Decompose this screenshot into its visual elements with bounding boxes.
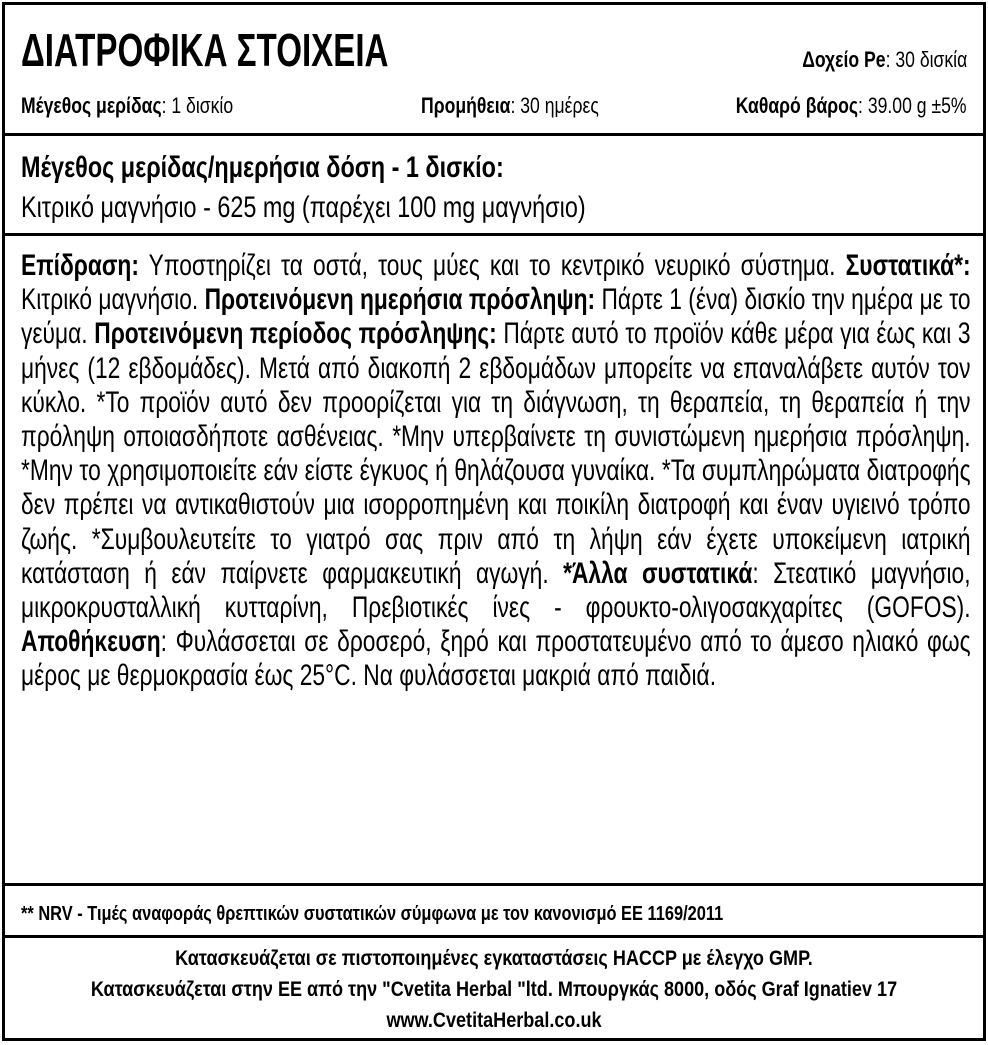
period-label: Προτεινόμενη περίοδος πρόσληψης: bbox=[94, 317, 497, 351]
effect-label: Επίδραση: bbox=[21, 249, 139, 282]
supply-value: : 30 ημέρες bbox=[510, 93, 599, 118]
period-text: Πάρτε αυτό το προϊόν κάθε μέρα για έως και 3 μήνες (12 εβδομάδες). Μετά από διακοπή 2 εβδομάδων μπορείτε να επαναλάβετε αυτόν τον κύκλο. *Το προϊόν αυτό δεν προορίζεται για τη διάγνωση, τη θεραπεία, τη θεραπεία ή την πρόληψη οποιασδήποτε ασθένειας. *Μην υπερβαίνετε τη συνιστώμενη ημερήσια πρόσληψη. *Μην το χρησιμοποιείτε εάν είστε έγκυος ή θηλάζουσα γυναίκα. *Τα συμπληρώματα διατροφής δεν πρέπει να αντικαθιστούν μια ισορροπημένη και ποικίλη διατροφή και έναν υγιεινό τρόπο ζωής. *Συμβουλευτείτε το γιατρό σας πριν από τη λήψη εάν έχετε υποκείμενη ιατρική κατάσταση ή εάν παίρνετε φαρμακευτική αγωγή. bbox=[21, 317, 971, 590]
serving-size-value: : 1 δισκίο bbox=[161, 93, 234, 118]
net-weight-info bbox=[736, 93, 967, 119]
serving-size-info bbox=[21, 93, 233, 119]
page-title: ΔΙΑΤΡΟΦΙΚΑ ΣΤΟΙΧΕΙΑ bbox=[21, 24, 389, 76]
supply-label: Προμήθεια bbox=[421, 93, 511, 118]
divider-lower bbox=[5, 883, 983, 886]
divider-top bbox=[5, 133, 983, 136]
footer-website: www.CvetitaHerbal.co.uk bbox=[386, 1008, 602, 1032]
package-value: : 30 δισκία bbox=[885, 47, 967, 72]
footer bbox=[5, 943, 983, 1036]
supply-info bbox=[421, 93, 599, 119]
ingredients-text: Κιτρικό μαγνήσιο. bbox=[21, 283, 205, 317]
dose-label: Προτεινόμενη ημερήσια πρόσληψη: bbox=[204, 283, 596, 317]
serving-section bbox=[21, 151, 745, 225]
effect-text: Υποστηρίζει τα οστά, τους μύες και το κεντρικό νευρικό σύστημα. bbox=[138, 249, 846, 282]
other-ingredients-label: *Άλλα συστατικά bbox=[563, 556, 753, 590]
package-info bbox=[802, 47, 967, 73]
serving-heading: Μέγεθος μερίδας/ημερήσια δόση - 1 δισκίο: bbox=[21, 151, 504, 184]
title-row bbox=[21, 23, 967, 83]
divider-middle bbox=[5, 233, 983, 236]
divider-footer bbox=[5, 935, 983, 938]
package-label: Δοχείο Pe bbox=[801, 47, 886, 72]
nutrition-label bbox=[2, 2, 986, 1041]
storage-label: Αποθήκευση bbox=[21, 625, 161, 659]
net-weight-label: Καθαρό βάρος bbox=[736, 93, 859, 118]
meta-row bbox=[21, 93, 967, 125]
serving-size-label: Μέγεθος μερίδας bbox=[21, 93, 162, 118]
description-text bbox=[21, 249, 971, 694]
net-weight-value: : 39.00 g ±5% bbox=[858, 93, 967, 118]
other-ingredients-text: : Στεατικό μαγνήσιο, μικροκρυσταλλική κυτταρίνη, Πρεβιοτικές ίνες - φρουκτο-ολιγοσακχαρίτες (GOFOS). bbox=[21, 556, 971, 625]
nrv-note: ** NRV - Τιμές αναφοράς θρεπτικών συστατικών σύμφωνα με τον κανονισμό ΕΕ 1169/2011 bbox=[21, 903, 724, 925]
storage-text: : Φυλάσσεται σε δροσερό, ξηρό και προστατευμένο από το άμεσο ηλιακό φως μέρος με θερμοκρασία έως 25°C. Να φυλάσσεται μακριά από παιδιά. bbox=[21, 625, 971, 693]
dose-text: Πάρτε 1 (ένα) δισκίο την ημέρα με το γεύμα. bbox=[21, 283, 971, 351]
footer-manufacturer: Κατασκευάζεται στην ΕΕ από την "Cvetita Herbal "ltd. Μπουργκάς 8000, οδός Graf Ignatiev 17 bbox=[90, 977, 898, 1001]
serving-content: Κιτρικό μαγνήσιο - 625 mg (παρέχει 100 mg μαγνήσιο) bbox=[21, 191, 586, 224]
footer-certification: Κατασκευάζεται σε πιστοποιημένες εγκαταστάσεις HACCP με έλεγχο GMP. bbox=[175, 946, 813, 970]
ingredients-label: Συστατικά*: bbox=[845, 249, 971, 282]
